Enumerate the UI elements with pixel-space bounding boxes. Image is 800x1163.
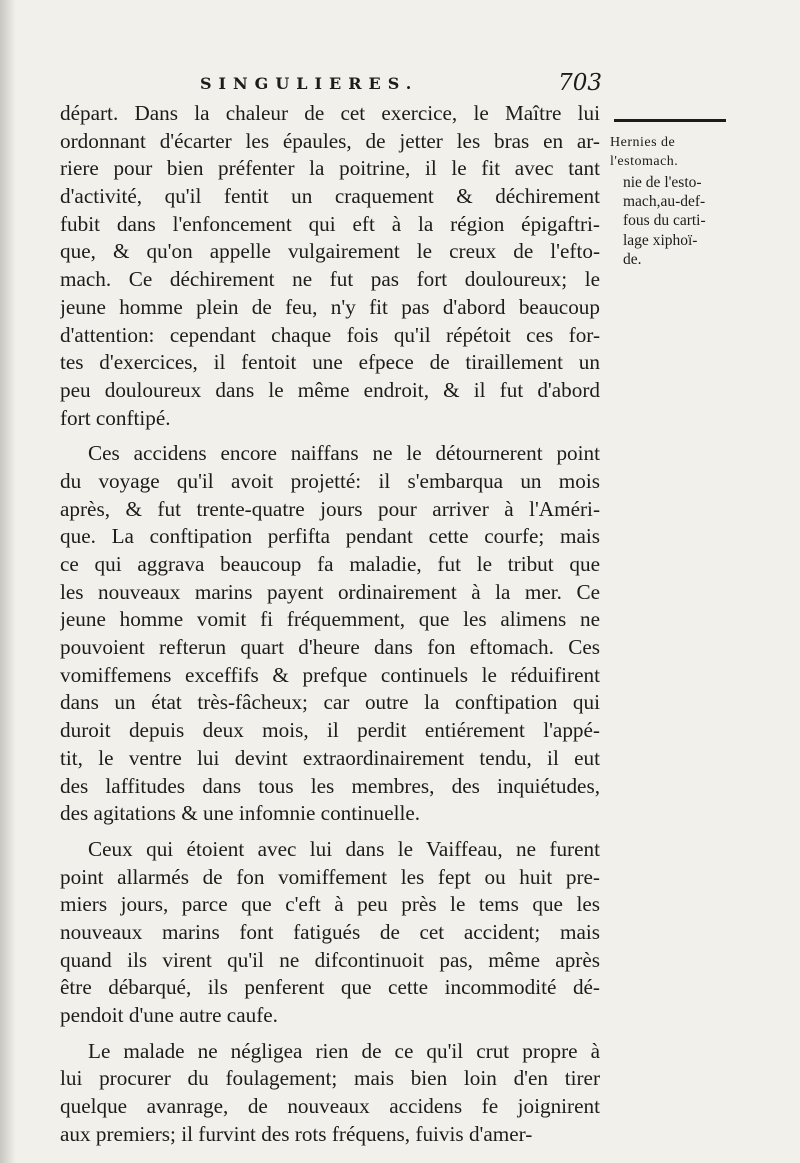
text-line: Ceux qui étoient avec lui dans le Vaiffeau, ne furent [88, 836, 600, 861]
text-line: nouveaux marins font fatigués de cet accident; mais [60, 919, 600, 944]
running-head: SINGULIERES. [200, 74, 419, 93]
page-spine-shadow [0, 0, 16, 1163]
text-line: des agitations & une infomnie continuelle. [60, 801, 421, 826]
text-line: jeune homme plein de feu, n'y fit pas d'abord beaucoup [60, 294, 600, 319]
text-line: tit, le ventre lui devint extraordinairement tendu, il eut [60, 745, 600, 770]
text-line: quand ils virent qu'il ne difcontinuoit pas, même après [60, 947, 600, 972]
text-line: ce qui aggrava beaucoup fa maladie, fut le tribut que [60, 552, 600, 576]
margin-rule [614, 119, 726, 122]
text-line: mach. Ce déchirement ne fut pas fort douloureux; le [60, 267, 600, 292]
margin-heading [610, 133, 790, 171]
text-line: fubit dans l'enfoncement qui eft à la région épigaftri- [60, 211, 600, 236]
text-line: départ. Dans la chaleur de cet exercice, le Maître lui [60, 101, 600, 125]
text-line: du voyage qu'il avoit projetté: il s'embarqua un mois [60, 468, 600, 493]
text-line: aux premiers; il furvint des rots fréquens, fuivis d'amer- [60, 1121, 533, 1146]
text-line: des laffitudes dans tous les membres, des inquiétudes, [60, 773, 600, 798]
margin-heading-line: l'estomach. [610, 154, 679, 169]
margin-note-line: fous du carti- [623, 212, 706, 230]
text-line: Le malade ne négligea rien de ce qu'il crut propre à [88, 1038, 600, 1063]
paragraph [60, 100, 600, 432]
text-line: lui procurer du foulagement; mais bien loin d'en tirer [60, 1066, 600, 1091]
text-line: après, & fut trente-quatre jours pour arriver à l'Améri- [60, 496, 600, 521]
text-line: fort conftipé. [60, 405, 171, 430]
body-text [60, 100, 600, 1156]
text-line: riere pour bien préfenter la poitrine, il le fit avec tant [60, 156, 600, 181]
text-line: point allarmés de fon vomiffement les fept ou huit pre- [60, 864, 600, 889]
margin-note [623, 173, 773, 269]
text-line: vomiffemens exceffifs & prefque continuels le réduifirent [60, 662, 600, 687]
page-number: 703 [558, 70, 602, 96]
margin-note-line: de. [623, 250, 642, 268]
text-line: pendoit d'une autre caufe. [60, 1003, 278, 1027]
text-line: pouvoient refterun quart d'heure dans fon eftomach. Ces [60, 635, 600, 660]
text-line: tes d'exercices, il fentoit une efpece de tiraillement un [60, 350, 600, 375]
margin-note-line: nie de l'esto- [623, 174, 702, 191]
margin-heading-line: Hernies de [610, 135, 676, 150]
text-line: que, & qu'on appelle vulgairement le creux de l'efto- [60, 239, 600, 264]
text-line: quelque avanrage, de nouveaux accidens fe joignirent [60, 1094, 600, 1119]
text-line: être débarqué, ils penferent que cette incommodité dé- [60, 975, 600, 1000]
text-line: d'attention: cependant chaque fois qu'il répétoit ces for- [60, 322, 600, 347]
text-line: que. La conftipation perfifta pendant cette courfe; mais [60, 524, 600, 549]
text-line: duroit depuis deux mois, il perdit entiérement l'appé- [60, 718, 600, 743]
text-line: ordonnant d'écarter les épaules, de jetter les bras en ar- [60, 128, 600, 153]
text-line: peu douloureux dans le même endroit, & il fut d'abord [60, 377, 600, 402]
text-line: Ces accidens encore naiffans ne le détournerent point [88, 441, 600, 466]
text-line: d'activité, qu'il fentit un craquement & déchirement [60, 184, 600, 209]
text-line: jeune homme vomit fi fréquemment, que les alimens ne [60, 607, 600, 632]
text-line: miers jours, parce que c'eft à peu près le tems que les [60, 892, 600, 917]
paragraph [60, 1038, 600, 1149]
text-line: les nouveaux marins payent ordinairement à la mer. Ce [60, 579, 600, 604]
margin-note-line: mach,au-def- [623, 193, 706, 211]
paragraph [60, 440, 600, 828]
paragraph [60, 836, 600, 1030]
margin-note-line: lage xiphoï- [623, 231, 698, 249]
text-line: dans un état très-fâcheux; car outre la conftipation qui [60, 690, 600, 715]
page-header [60, 70, 602, 98]
